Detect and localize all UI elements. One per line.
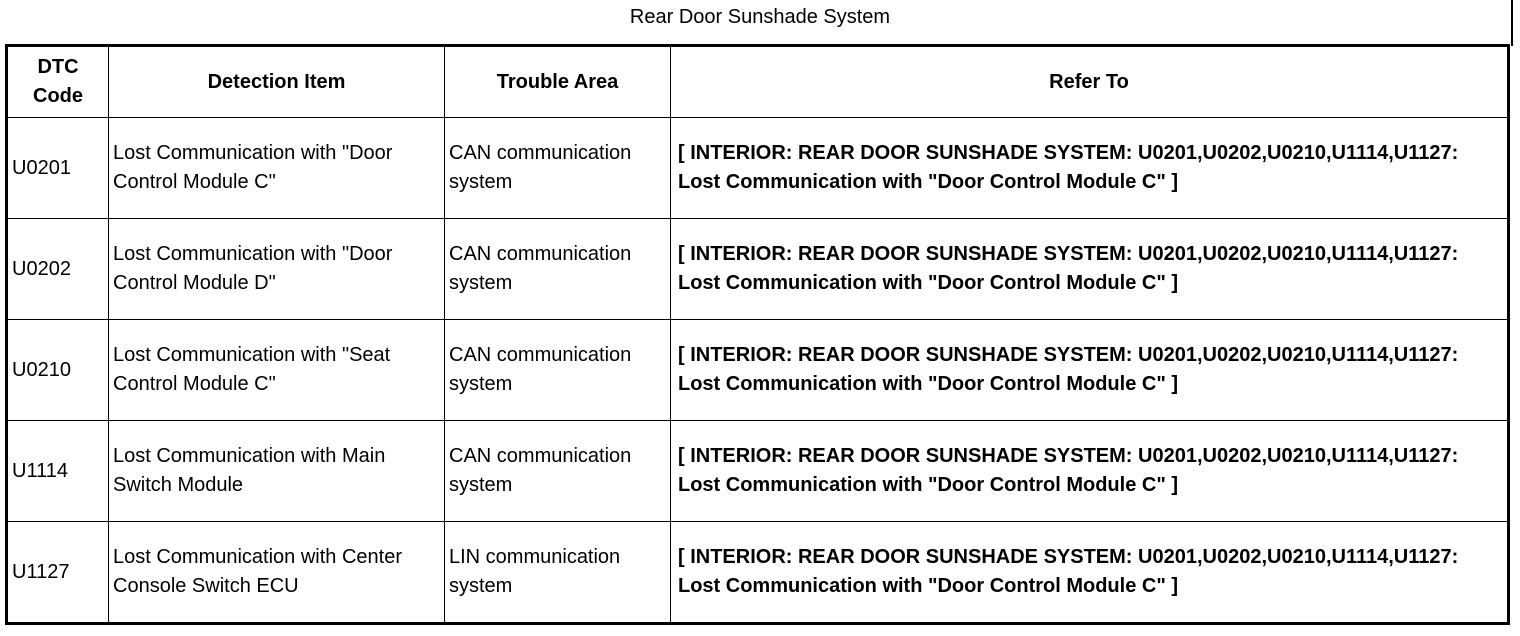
refer-to-link[interactable]: [ INTERIOR: REAR DOOR SUNSHADE SYSTEM: U0201,U0202,U0210,U1114,U1127: Lost Communication with "Door Control Module C" ] [671,320,1509,421]
page-edge-rule [1511,0,1513,46]
table-row [7,320,1509,421]
header-refer-to: Refer To [671,46,1509,118]
detection-item-cell: Lost Communication with "Door Control Module C" [109,118,445,219]
dtc-code-cell: U1114 [7,421,109,522]
header-detection-item: Detection Item [109,46,445,118]
header-dtc-code: DTC Code [7,46,109,118]
dtc-code-cell: U0201 [7,118,109,219]
dtc-code-cell: U1127 [7,522,109,624]
trouble-area-cell: CAN communication system [445,118,671,219]
trouble-area-cell: LIN communication system [445,522,671,624]
table-row [7,118,1509,219]
refer-to-link[interactable]: [ INTERIOR: REAR DOOR SUNSHADE SYSTEM: U0201,U0202,U0210,U1114,U1127: Lost Communication with "Door Control Module C" ] [671,118,1509,219]
refer-to-link[interactable]: [ INTERIOR: REAR DOOR SUNSHADE SYSTEM: U0201,U0202,U0210,U1114,U1127: Lost Communication with "Door Control Module C" ] [671,219,1509,320]
dtc-code-cell: U0210 [7,320,109,421]
table-row [7,522,1509,624]
detection-item-cell: Lost Communication with "Seat Control Module C" [109,320,445,421]
dtc-table [5,44,1510,625]
dtc-code-cell: U0202 [7,219,109,320]
table-caption: Rear Door Sunshade System [629,6,891,28]
refer-to-link[interactable]: [ INTERIOR: REAR DOOR SUNSHADE SYSTEM: U0201,U0202,U0210,U1114,U1127: Lost Communication with "Door Control Module C" ] [671,421,1509,522]
trouble-area-cell: CAN communication system [445,421,671,522]
table-row [7,219,1509,320]
detection-item-cell: Lost Communication with "Door Control Module D" [109,219,445,320]
refer-to-link[interactable]: [ INTERIOR: REAR DOOR SUNSHADE SYSTEM: U0201,U0202,U0210,U1114,U1127: Lost Communication with "Door Control Module C" ] [671,522,1509,624]
table-row [7,421,1509,522]
header-row [7,46,1509,118]
header-trouble-area: Trouble Area [445,46,671,118]
trouble-area-cell: CAN communication system [445,219,671,320]
trouble-area-cell: CAN communication system [445,320,671,421]
detection-item-cell: Lost Communication with Center Console Switch ECU [109,522,445,624]
detection-item-cell: Lost Communication with Main Switch Module [109,421,445,522]
